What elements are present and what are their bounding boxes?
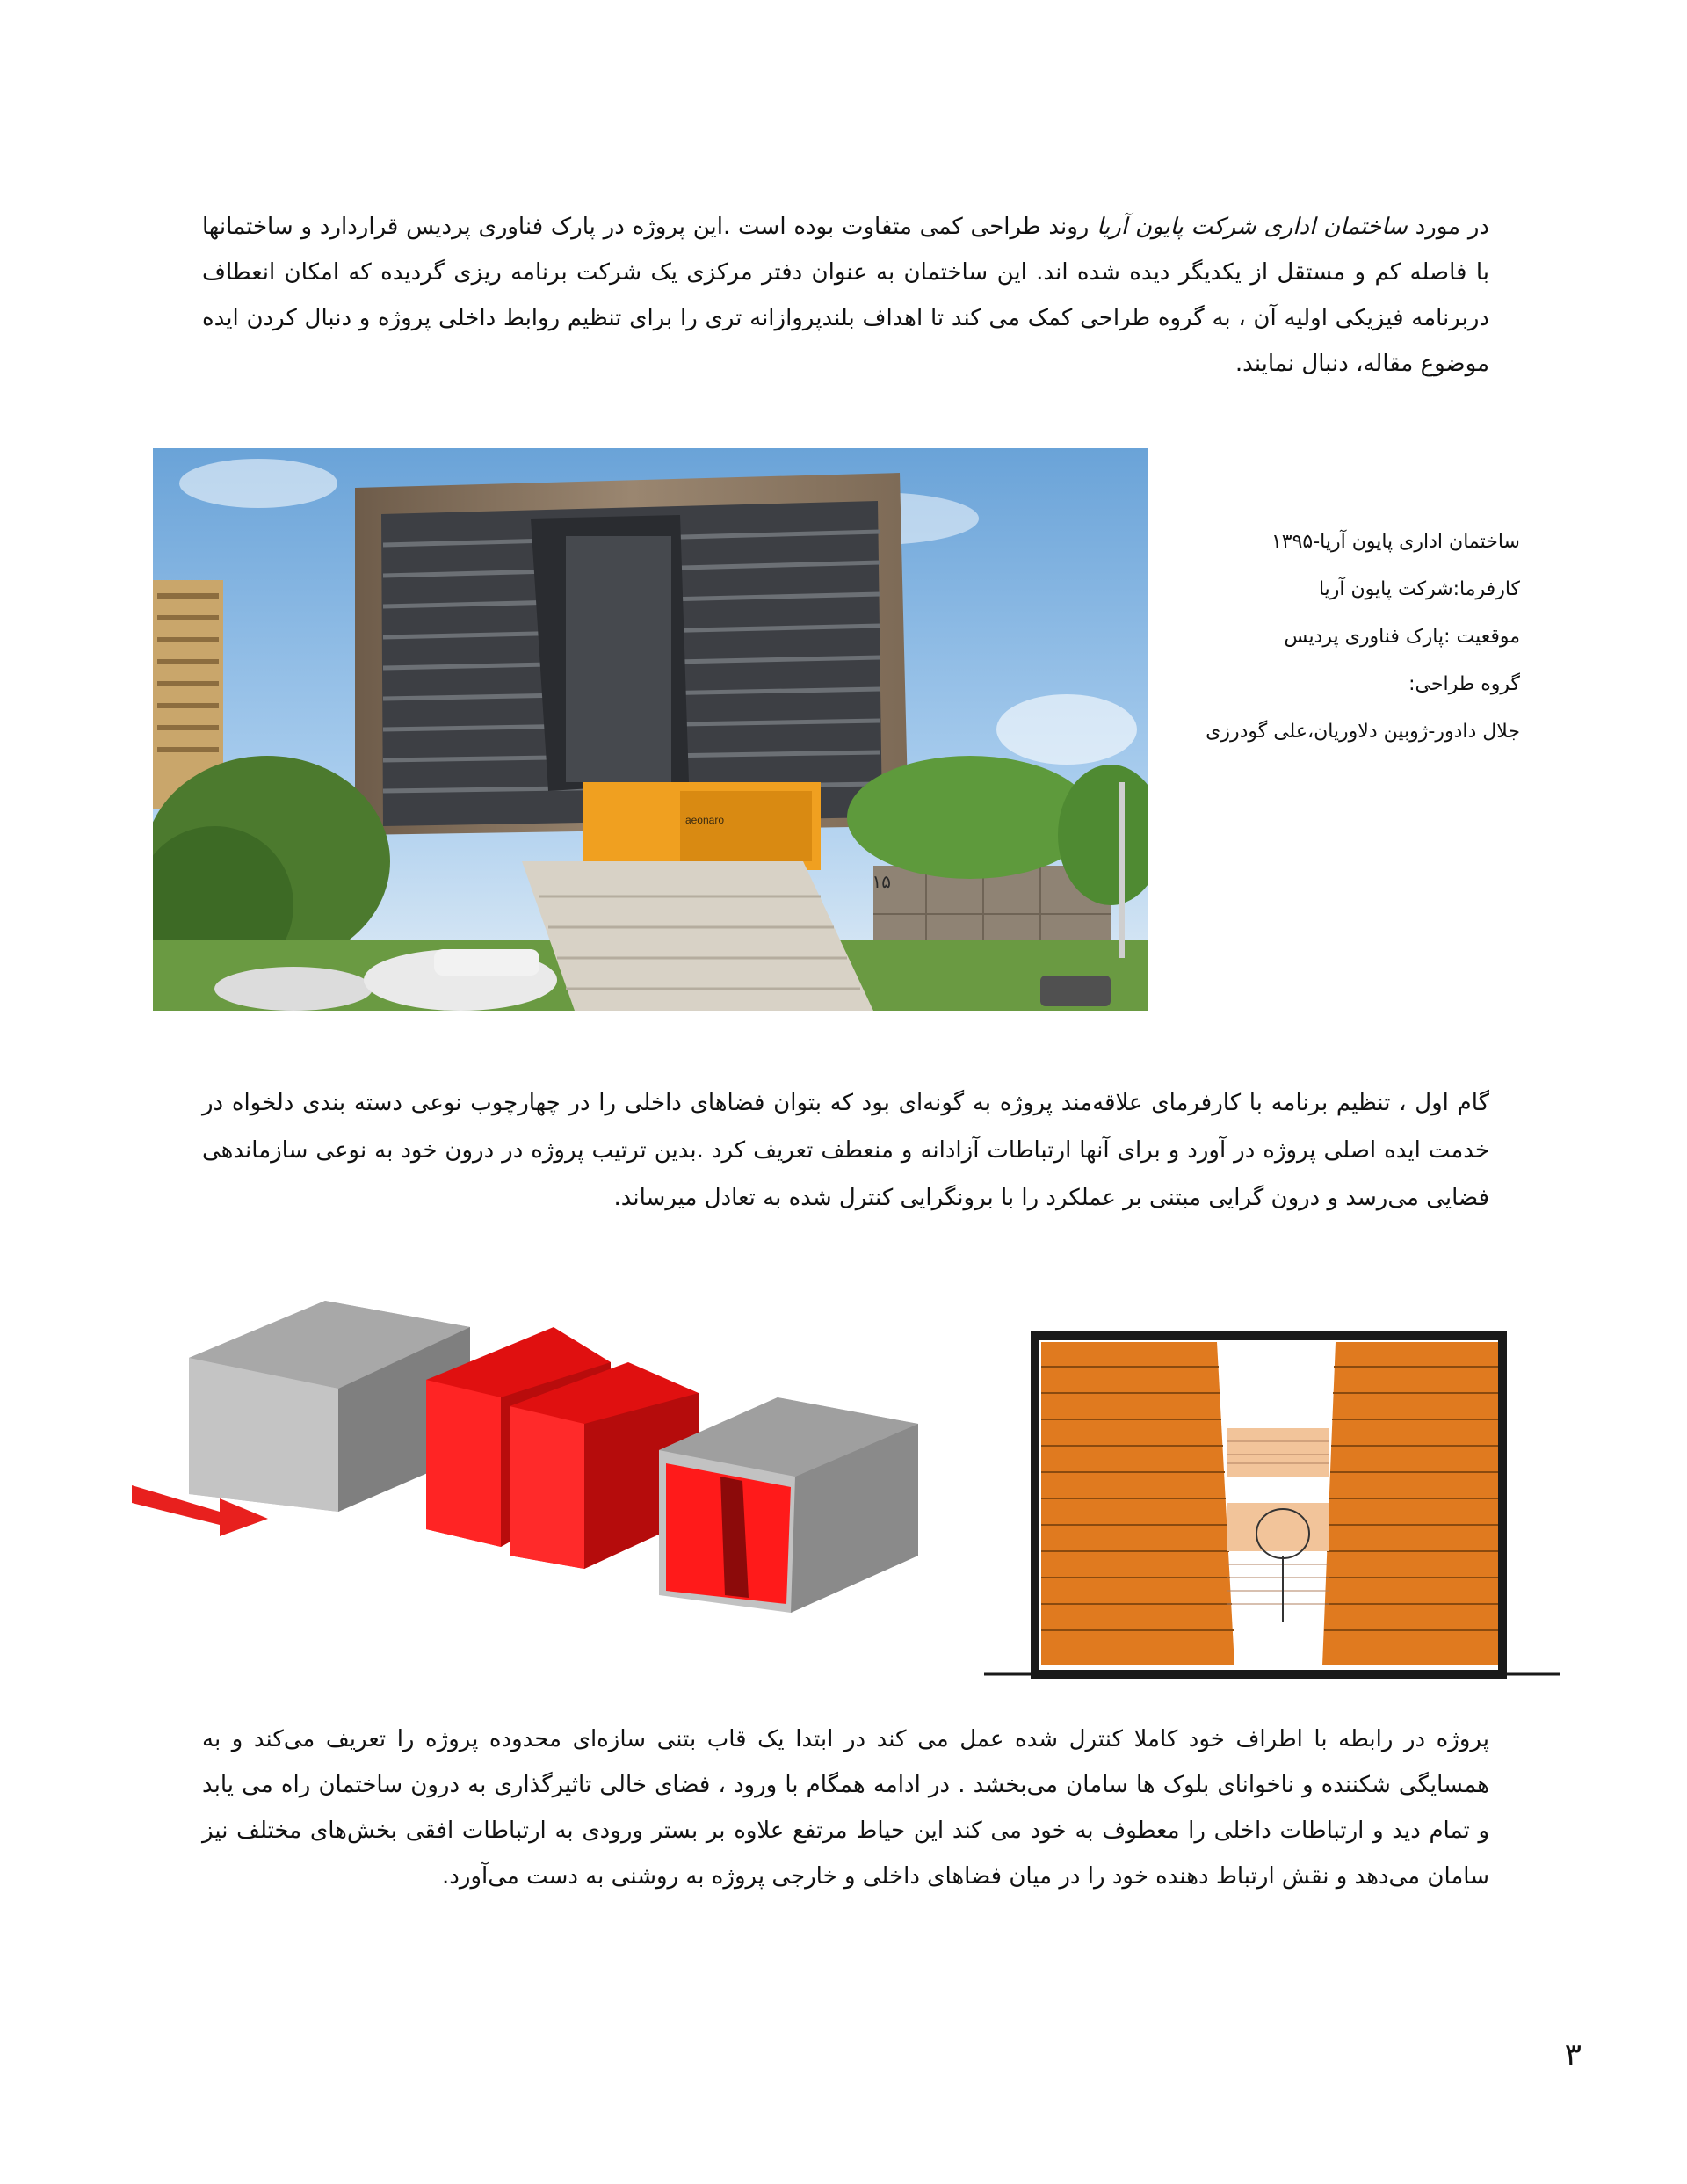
facade-sign-text: aeonaro	[684, 814, 724, 826]
page-number: ۳	[1564, 2037, 1582, 2073]
wall-number: ۱۵	[872, 873, 891, 892]
caption-team-label: گروه طراحی:	[1408, 673, 1520, 695]
project-info-caption	[1133, 519, 1520, 756]
caption-team-names: جلال دادور-ژوبین دلاوریان،علی گودرزی	[1206, 721, 1520, 743]
intro-paragraph	[202, 204, 1489, 387]
project-name-italic: ساختمان اداری شرکت پایون آریا	[1097, 214, 1408, 240]
massing-diagram	[123, 1292, 993, 1643]
context-paragraph: پروژه در رابطه با اطراف خود کاملا کنترل شده عمل می کند در ابتدا یک قاب بتنی سازه‌ای محدوده پروژه را تعریف می‌کند و به همسایگی شکننده و ناخوانای بلوک ها سامان می‌بخشد . در ادامه همگام با ورود ، فضای خالی تاثیرگذاری به درون ساختمان راه می یابد و تمام دید و ارتباطات داخلی را معطوف به خود می کند این حیاط مرتفع علاوه بر بستر ورودی به ارتباطات افقی بخش‌های مختلف نیز سامان می‌دهد و نقش ارتباط دهنده خود را در میان فضاهای داخلی و خارجی پروژه به روشنی به دست می‌آورد.	[202, 1726, 1489, 1890]
intro-rest: روند طراحی کمی متفاوت بوده است .این پروژه در پارک فناوری پردیس قراردارد و ساختمانها با فاصله کم و مستقل از یکدیگر دیده شده اند. این ساختمان به عنوان دفتر مرکزی یک شرکت برنامه ریزی گردیده که امکان انعطاف دربرنامه فیزیکی اولیه آن ، به گروه طراحی کمک می کند تا اهداف بلندپروازانه تری را برای تنظیم روابط داخلی پروژه و دنبال کردن ایده موضوع مقاله، دنبال نمایند.	[202, 214, 1489, 377]
first-step-paragraph: گام اول ، تنظیم برنامه با کارفرمای علاقه‌مند پروژه به گونه‌ای بود که بتوان فضاهای داخلی را در چهارچوب نوعی دسته بندی دلخواه در خدمت ایده اصلی پروژه در آورد و برای آنها ارتباطات آزادانه و منعطف تعریف کرد .بدین ترتیب پروژه در درون خود به نوعی سازماندهی فضایی می‌رسد و درون گرایی مبتنی بر عملکرد را با برونگرایی کنترل شده به تعادل میرساند.	[202, 1090, 1489, 1211]
intro-prefix: در مورد	[1407, 214, 1490, 240]
caption-title: ساختمان اداری پایون آریا-۱۳۹۵	[1271, 531, 1520, 553]
caption-client: کارفرما:شرکت پایون آریا	[1318, 578, 1520, 600]
caption-location: موقعیت :پارک فناوری پردیس	[1284, 626, 1520, 648]
elevation-diagram	[984, 1331, 1560, 1683]
building-photo	[153, 448, 1148, 1011]
